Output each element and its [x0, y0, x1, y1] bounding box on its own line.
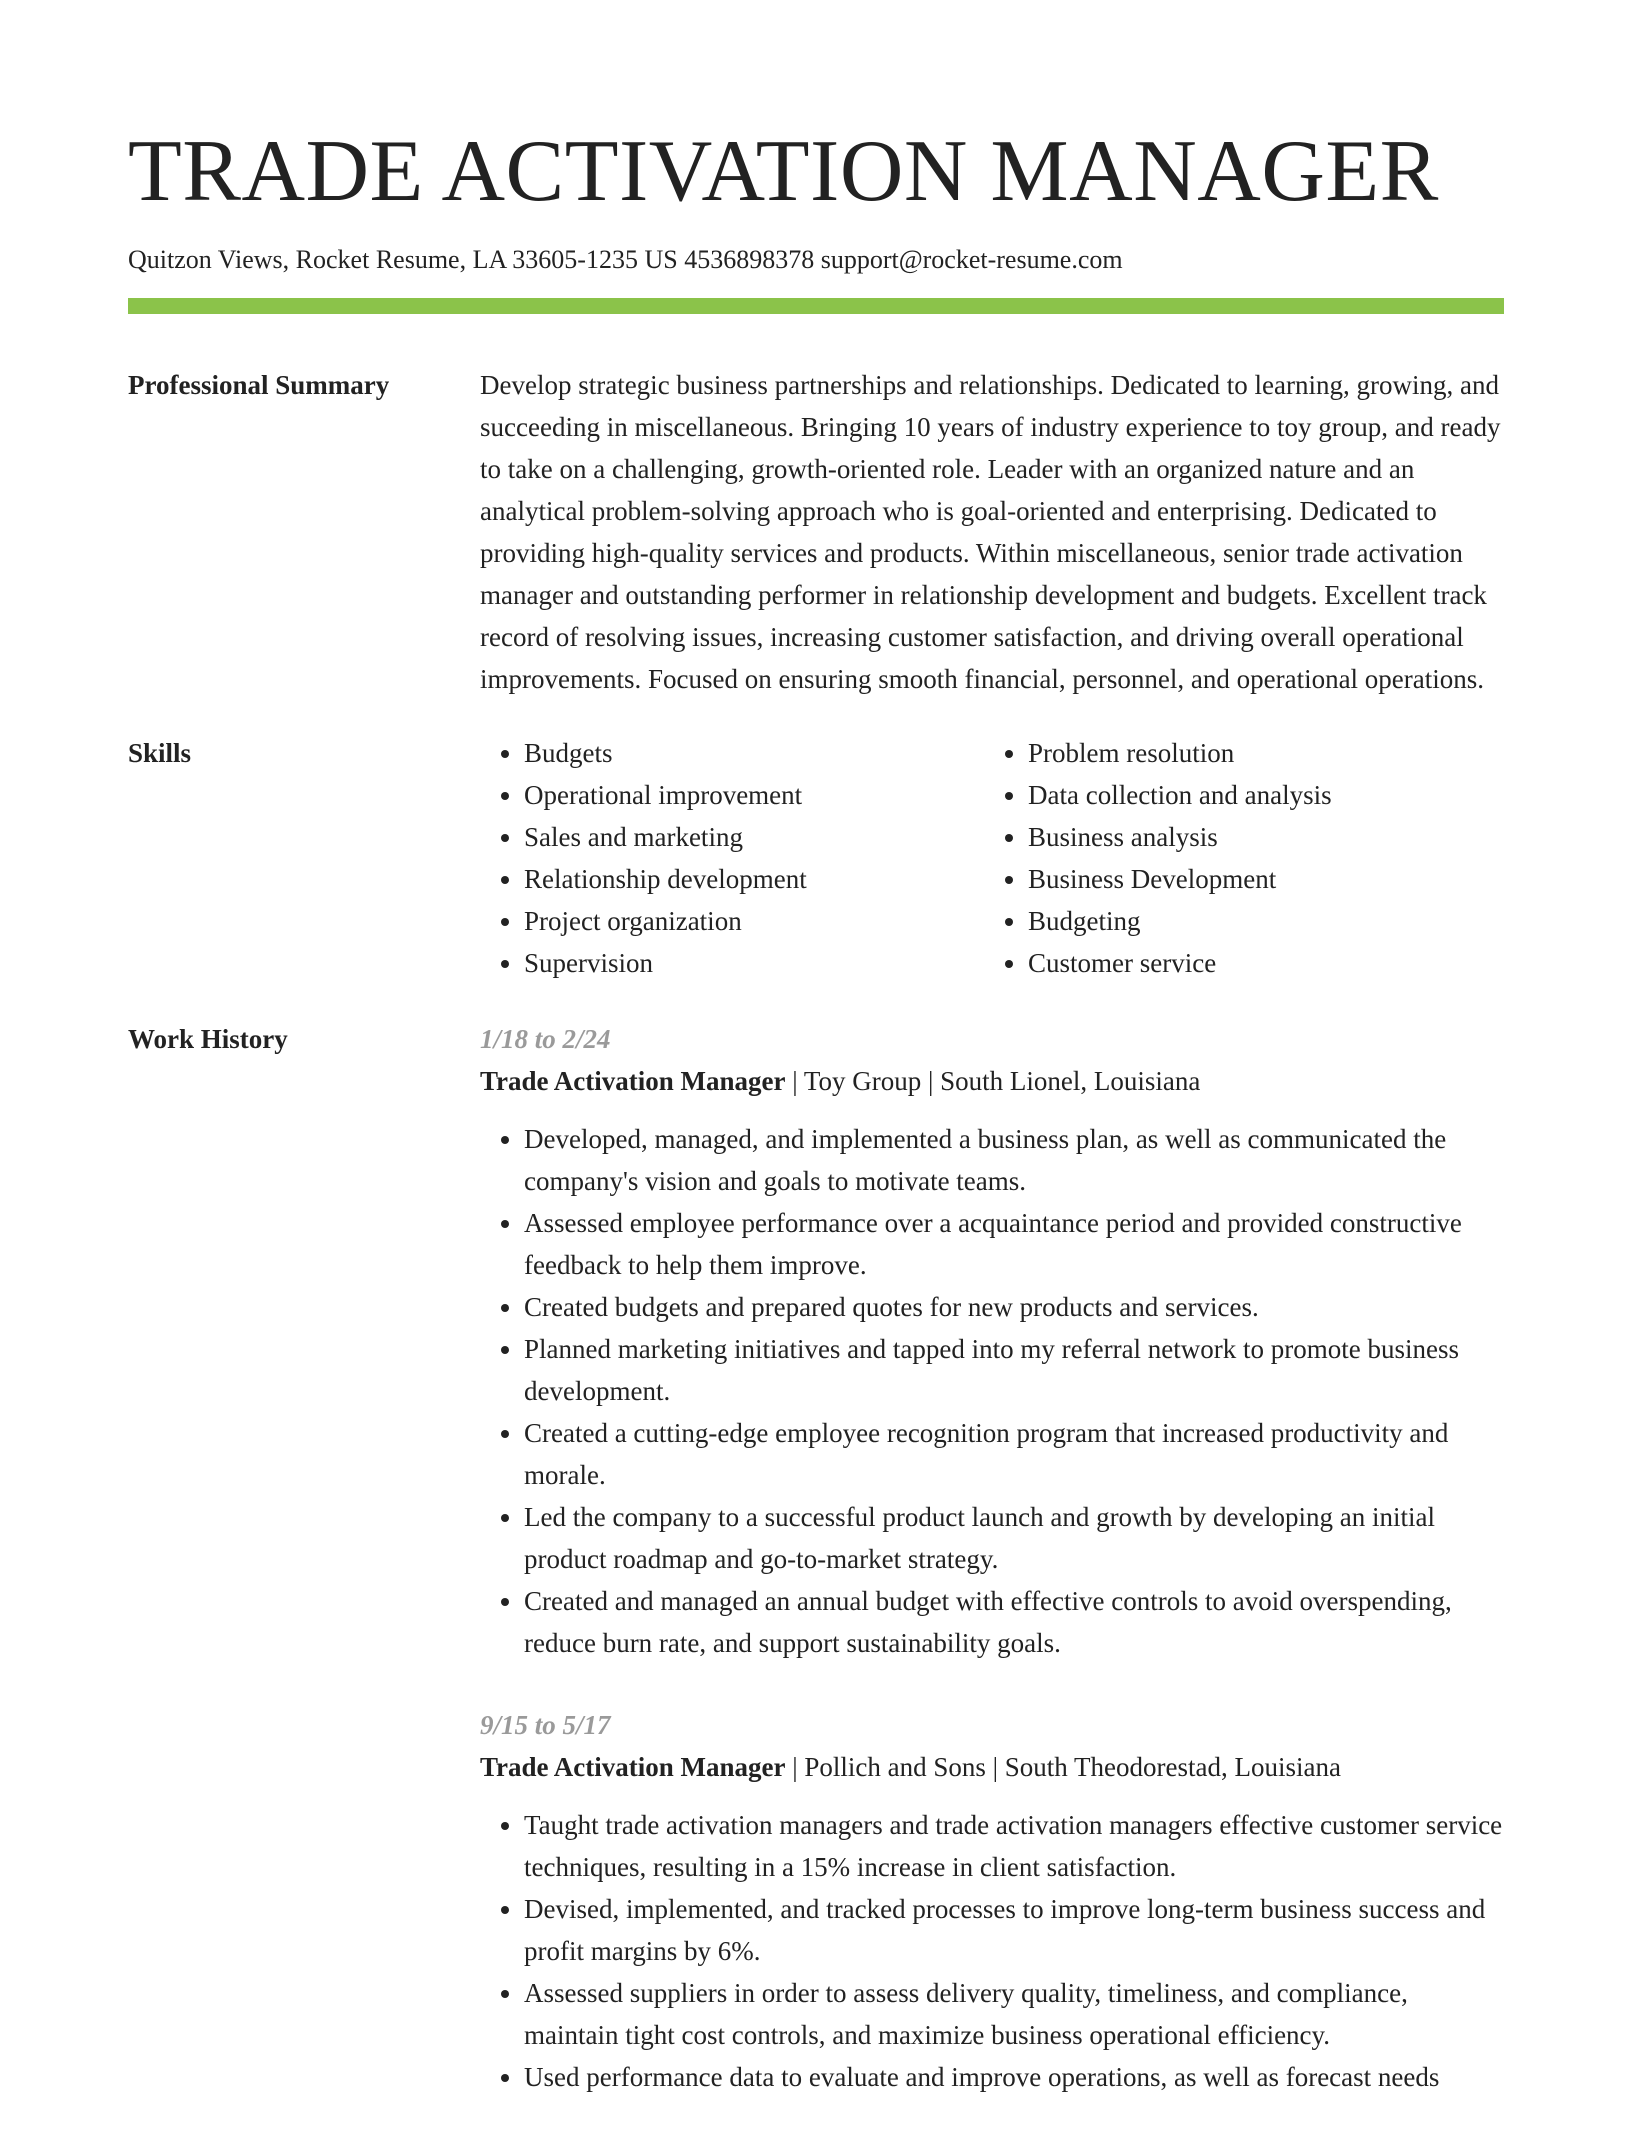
- skill-item: • Business Development: [1028, 858, 1528, 900]
- skills-section: [128, 732, 1504, 984]
- work-history-heading: Work History: [128, 1024, 288, 1054]
- job-bullet: • Used performance data to evaluate and improve operations, as well as forecast needs: [524, 2056, 1504, 2098]
- summary-heading: Professional Summary: [128, 370, 390, 400]
- contact-info: Quitzon Views, Rocket Resume, LA 33605-1235 US 4536898378 support@rocket-resume.com: [128, 245, 1123, 274]
- job-bullet: • Taught trade activation managers and trade activation managers effective customer service techniques, resulting in a 15% increase in client satisfaction.: [524, 1804, 1504, 1888]
- job-bullet: • Created a cutting-edge employee recognition program that increased productivity and morale.: [524, 1412, 1504, 1496]
- summary-text: Develop strategic business partnerships and relationships. Dedicated to learning, growing, and succeeding in miscellaneous. Bringing 10 years of industry experience to toy group, and ready to take on a challenging, growth-oriented role. Leader with an organized nature and an analytical problem-solving approach who is goal-oriented and enterprising. Dedicated to providing high-quality services and products. Within miscellaneous, senior trade activation manager and outstanding performer in relationship development and budgets. Excellent track record of resolving issues, increasing customer satisfaction, and driving overall operational improvements. Focused on ensuring smooth financial, personnel, and operational operations.: [480, 370, 1501, 694]
- job-bullet: • Devised, implemented, and tracked processes to improve long-term business success and profit margins by 6%.: [524, 1888, 1504, 1972]
- skill-item: • Business analysis: [1028, 816, 1528, 858]
- resume-page: [128, 0, 1504, 2138]
- job-bullet: • Assessed employee performance over a acquaintance period and provided constructive feedback to help them improve.: [524, 1202, 1504, 1286]
- job-bullet: • Created and managed an annual budget with effective controls to avoid overspending, reduce burn rate, and support sustainability goals.: [524, 1580, 1504, 1664]
- skill-item: • Operational improvement: [524, 774, 984, 816]
- skill-item: • Data collection and analysis: [1028, 774, 1528, 816]
- skill-item: • Budgeting: [1028, 900, 1528, 942]
- job-bullet: • Led the company to a successful product launch and growth by developing an initial product roadmap and go-to-market strategy.: [524, 1496, 1504, 1580]
- job-entry: [480, 1704, 1504, 2098]
- skill-item: • Customer service: [1028, 942, 1528, 984]
- skill-item: • Project organization: [524, 900, 984, 942]
- skill-item: • Budgets: [524, 732, 984, 774]
- job-title: Trade Activation Manager: [480, 1066, 786, 1096]
- skill-item: • Sales and marketing: [524, 816, 984, 858]
- skills-heading: Skills: [128, 738, 192, 768]
- header-divider: [128, 298, 1504, 314]
- job-entry: [480, 1018, 1504, 1664]
- job-bullet: • Developed, managed, and implemented a business plan, as well as communicated the company's vision and goals to motivate teams.: [524, 1118, 1504, 1202]
- skills-list-right: [984, 732, 1528, 984]
- job-dates: 1/18 to 2/24: [480, 1024, 611, 1054]
- skills-list-left: [480, 732, 984, 984]
- job-details: | Pollich and Sons | South Theodorestad, Louisiana: [785, 1752, 1341, 1782]
- job-details: | Toy Group | South Lionel, Louisiana: [785, 1066, 1201, 1096]
- job-bullet: • Assessed suppliers in order to assess delivery quality, timeliness, and compliance, maintain tight cost controls, and maximize business operational efficiency.: [524, 1972, 1504, 2056]
- job-bullet: • Created budgets and prepared quotes for new products and services.: [524, 1286, 1504, 1328]
- job-dates: 9/15 to 5/17: [480, 1710, 611, 1740]
- job-bullets: [480, 1118, 1504, 1664]
- job-bullets: [480, 1804, 1504, 2098]
- job-title: Trade Activation Manager: [480, 1752, 786, 1782]
- job-heading: [480, 1746, 1504, 1788]
- skill-item: • Supervision: [524, 942, 984, 984]
- work-history-section: [128, 1018, 1504, 2138]
- skill-item: • Relationship development: [524, 858, 984, 900]
- summary-section: [128, 364, 1504, 700]
- job-heading: [480, 1060, 1504, 1102]
- job-bullet: • Planned marketing initiatives and tapped into my referral network to promote business development.: [524, 1328, 1504, 1412]
- skill-item: • Problem resolution: [1028, 732, 1528, 774]
- resume-title: TRADE ACTIVATION MANAGER: [128, 123, 1439, 220]
